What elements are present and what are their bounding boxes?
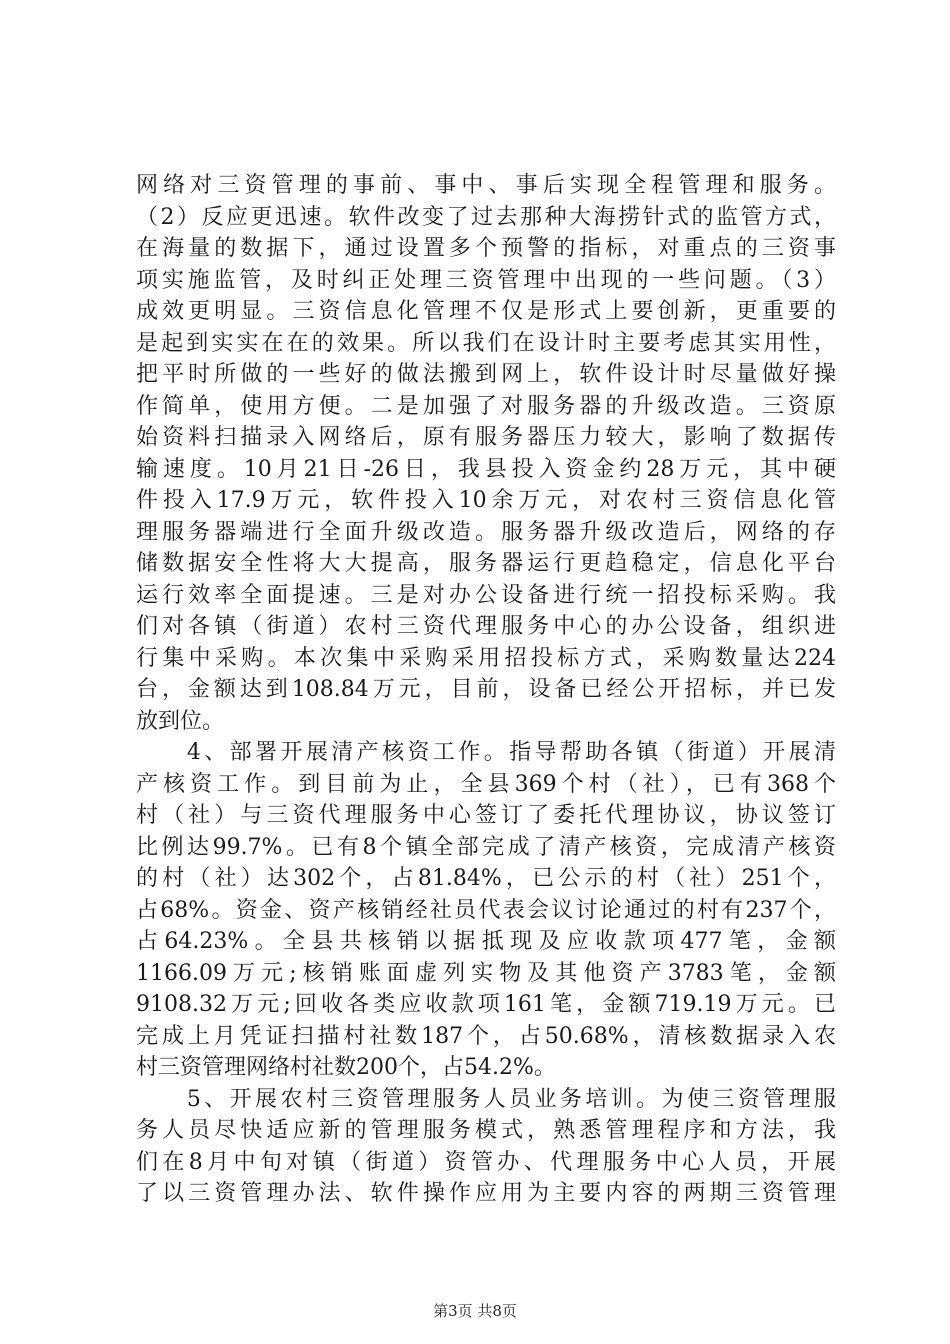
- text-line: 输速度。10月21日-26日，我县投入资金约28万元，其中硬: [136, 456, 836, 482]
- text-line: 把平时所做的一些好的做法搬到网上，软件设计时尽量做好操: [136, 362, 836, 387]
- text-line: 们对各镇（街道）农村三资代理服务中心的办公设备，组织进: [136, 614, 836, 639]
- text-line: 村三资管理网络村社数200个，占54.2%。: [136, 1055, 556, 1080]
- text-line: 台，金额达到108.84万元，目前，设备已经公开招标，并已发: [136, 677, 836, 702]
- text-line: 运行效率全面提速。三是对办公设备进行统一招投标采购。我: [136, 582, 836, 608]
- text-line: （2）反应更迅速。软件改变了过去那种大海捞针式的监管方式，: [136, 204, 836, 230]
- text-line: 成效更明显。三资信息化管理不仅是形式上要创新，更重要的: [136, 299, 836, 324]
- text-line: 产核资工作。到目前为止，全县369个村（社），已有368个: [136, 771, 836, 797]
- text-line: 4、部署开展清产核资工作。指导帮助各镇（街道）开展清: [136, 740, 836, 765]
- text-line: 件投入17.9万元，软件投入10余万元，对农村三资信息化管: [136, 488, 836, 513]
- page-number-footer: 第3页 共8页: [433, 1302, 517, 1320]
- text-line: 的村（社）达302个，占81.84%，已公示的村（社）251个，: [136, 866, 836, 891]
- text-line: 理服务器端进行全面升级改造。服务器升级改造后，网络的存: [136, 519, 836, 545]
- text-line: 完成上月凭证扫描村社数187个，占50.68%，清核数据录入农: [136, 1023, 836, 1049]
- text-line: 们在8月中旬对镇（街道）资管办、代理服务中心人员，开展: [136, 1149, 836, 1175]
- text-line: 村（社）与三资代理服务中心签订了委托代理协议，协议签订: [136, 803, 836, 828]
- text-line: 作简单，使用方便。二是加强了对服务器的升级改造。三资原: [136, 393, 836, 419]
- text-line: 了以三资管理办法、软件操作应用为主要内容的两期三资管理: [136, 1181, 836, 1206]
- text-line: 5、开展农村三资管理服务人员业务培训。为使三资管理服: [136, 1086, 836, 1112]
- text-line: 项实施监管，及时纠正处理三资管理中出现的一些问题。（3）: [136, 267, 836, 293]
- text-line: 1166.09万元;核销账面虚列实物及其他资产3783笔，金额: [136, 960, 836, 986]
- text-line: 始资料扫描录入网络后，原有服务器压力较大，影响了数据传: [136, 425, 836, 450]
- document-body: [136, 170, 836, 1210]
- text-line: 比例达99.7%。已有8个镇全部完成了清产核资，完成清产核资: [136, 834, 836, 860]
- text-line: 储数据安全性将大大提高，服务器运行更趋稳定，信息化平台: [136, 551, 836, 576]
- text-line: 行集中采购。本次集中采购采用招投标方式，采购数量达224: [136, 645, 836, 671]
- text-line: 9108.32万元;回收各类应收款项161笔，金额719.19万元。已: [136, 992, 836, 1017]
- text-line: 网络对三资管理的事前、事中、事后实现全程管理和服务。: [136, 173, 836, 198]
- text-line: 在海量的数据下，通过设置多个预警的指标，对重点的三资事: [136, 236, 836, 261]
- text-line: 务人员尽快适应新的管理服务模式，熟悉管理程序和方法，我: [136, 1118, 836, 1143]
- text-line: 占64.23%。全县共核销以据抵现及应收款项477笔，金额: [136, 929, 836, 954]
- text-line: 放到位。: [136, 708, 225, 734]
- text-line: 是起到实实在在的效果。所以我们在设计时主要考虑其实用性，: [136, 330, 836, 356]
- text-line: 占68%。资金、资产核销经社员代表会议讨论通过的村有237个，: [136, 897, 836, 923]
